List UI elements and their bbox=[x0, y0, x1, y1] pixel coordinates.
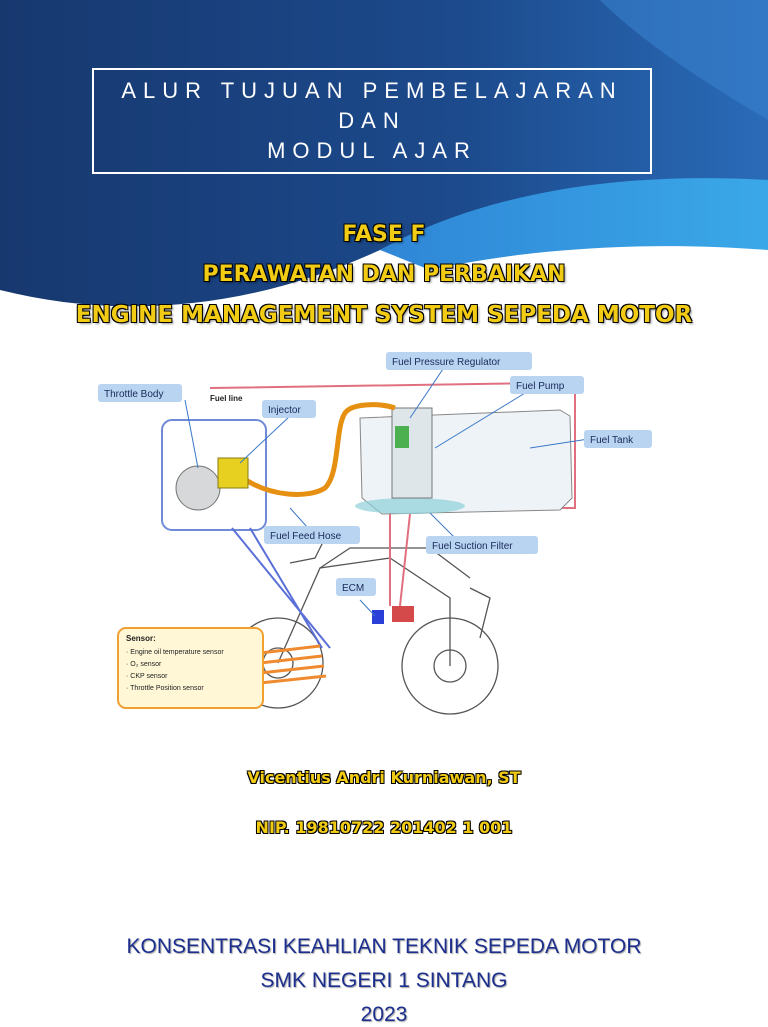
svg-text:Fuel Pump: Fuel Pump bbox=[516, 381, 565, 392]
label-fuel-feed-hose bbox=[264, 526, 360, 544]
label-throttle-body bbox=[98, 384, 182, 402]
svg-text:Throttle Body: Throttle Body bbox=[104, 389, 164, 400]
fuel-pump-shape bbox=[392, 408, 432, 498]
label-fuel-suction-filter bbox=[426, 536, 538, 554]
pressure-regulator-shape bbox=[395, 426, 409, 448]
svg-text:ECM: ECM bbox=[342, 583, 365, 594]
school-name: SMK NEGERI 1 SINTANG bbox=[260, 969, 508, 992]
svg-text:Fuel line: Fuel line bbox=[210, 394, 243, 403]
svg-text:· O₂ sensor: · O₂ sensor bbox=[126, 661, 162, 668]
author-nip: NIP. 19810722 201402 1 001 bbox=[255, 818, 513, 837]
subject-heading-1: PERAWATAN DAN PERBAIKAN bbox=[202, 262, 566, 287]
ecm-shape bbox=[372, 610, 384, 624]
svg-text:Injector: Injector bbox=[268, 405, 301, 416]
ems-diagram bbox=[90, 348, 690, 720]
label-fuel-tank bbox=[584, 430, 652, 448]
title-box bbox=[92, 68, 652, 174]
subject-heading-2: ENGINE MANAGEMENT SYSTEM SEPEDA MOTOR bbox=[75, 302, 693, 328]
label-fuel-pressure-regulator bbox=[386, 352, 532, 370]
svg-text:Fuel Pressure Regulator: Fuel Pressure Regulator bbox=[392, 357, 501, 368]
wire-pump bbox=[400, 514, 410, 606]
svg-text:Fuel Suction Filter: Fuel Suction Filter bbox=[432, 541, 513, 552]
title-line-2: DAN bbox=[338, 108, 406, 133]
author-name: Vicentius Andri Kurniawan, ST bbox=[247, 768, 521, 787]
throttle-body-shape bbox=[176, 466, 220, 510]
fuel-level bbox=[355, 498, 465, 514]
sensor-box bbox=[118, 628, 263, 708]
svg-text:Sensor:: Sensor: bbox=[126, 634, 156, 643]
label-injector bbox=[262, 400, 316, 418]
phase-heading: FASE F bbox=[342, 222, 426, 247]
motorcycle-illustration bbox=[233, 528, 498, 714]
svg-text:Fuel Tank: Fuel Tank bbox=[590, 435, 634, 446]
school-year: 2023 bbox=[360, 1003, 408, 1026]
svg-text:· CKP sensor: · CKP sensor bbox=[126, 673, 168, 680]
fuel-tank-unit-shape bbox=[392, 606, 414, 622]
label-fuel-line bbox=[210, 394, 243, 403]
svg-text:Fuel Feed Hose: Fuel Feed Hose bbox=[270, 531, 342, 542]
svg-text:· Throttle Position sensor: · Throttle Position sensor bbox=[126, 685, 204, 692]
title-line-3: MODUL AJAR bbox=[267, 138, 477, 163]
label-ecm bbox=[336, 578, 376, 596]
injector-shape bbox=[218, 458, 248, 488]
svg-text:· Engine oil temperature senso: · Engine oil temperature sensor bbox=[126, 649, 224, 656]
title-line-1: ALUR TUJUAN PEMBELAJARAN bbox=[121, 78, 623, 103]
label-fuel-pump bbox=[510, 376, 584, 394]
school-program: KONSENTRASI KEAHLIAN TEKNIK SEPEDA MOTOR bbox=[126, 935, 642, 958]
